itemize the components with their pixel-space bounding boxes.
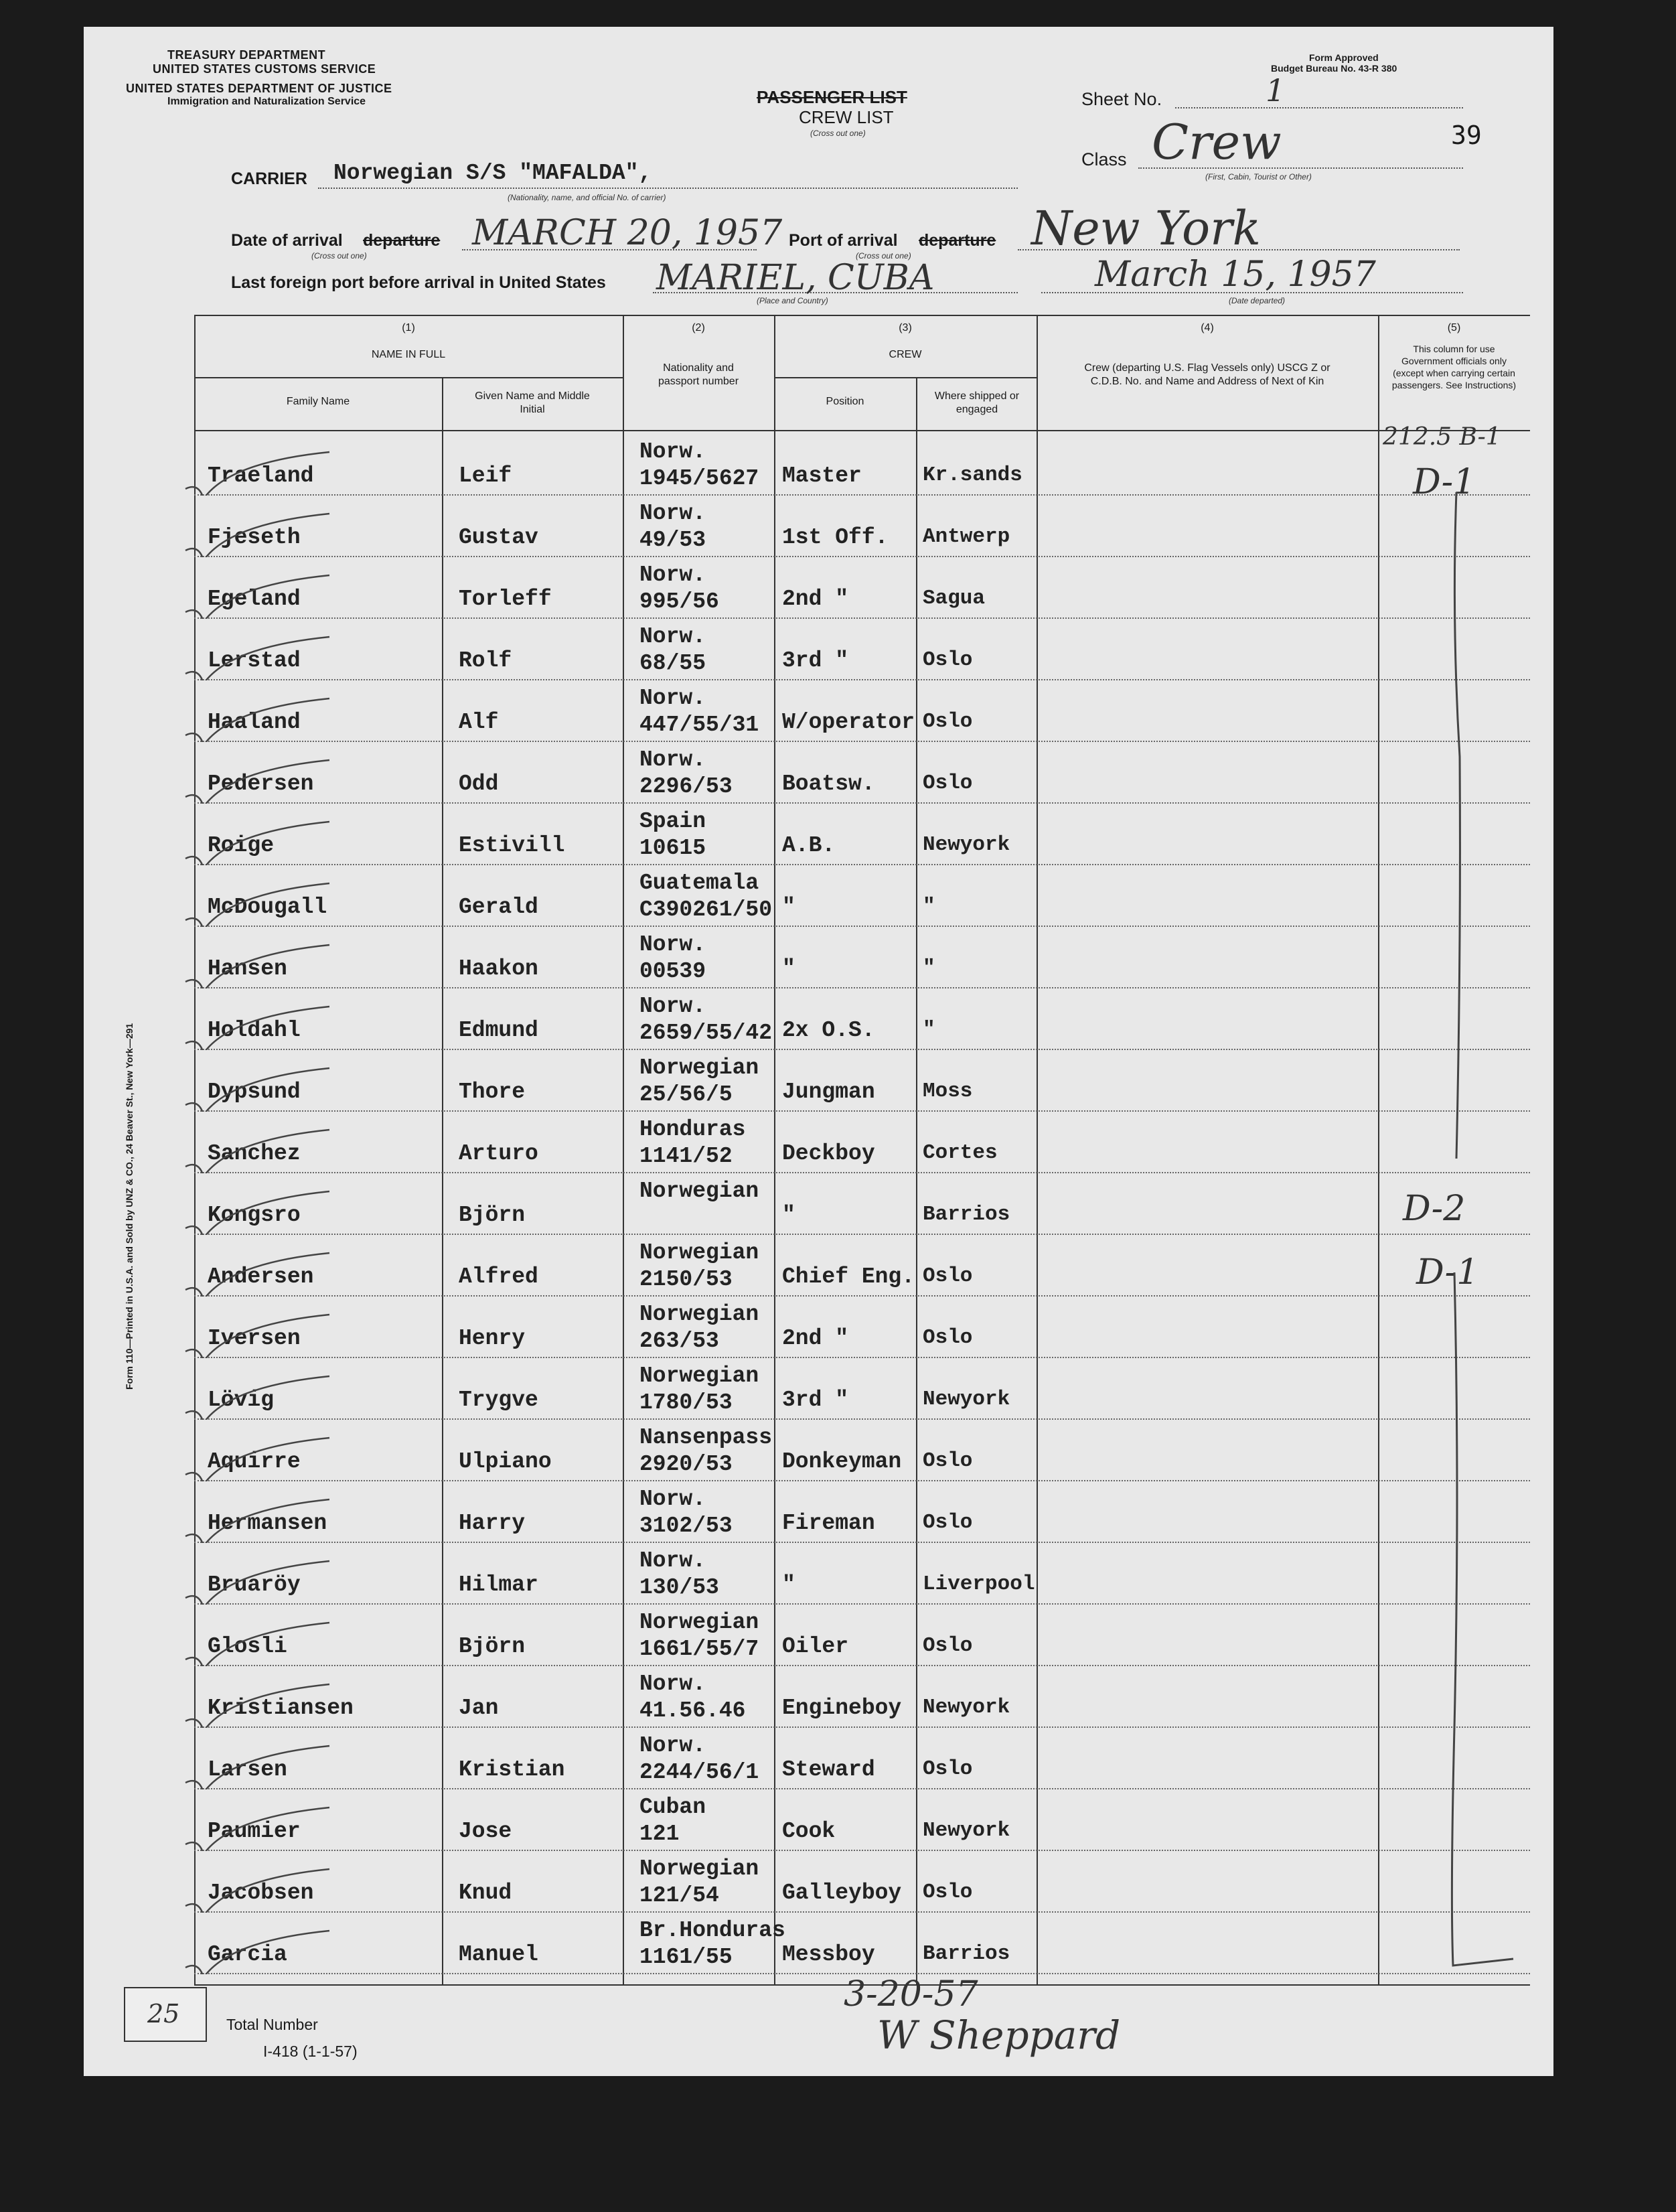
carrier-label: CARRIER	[231, 169, 307, 188]
table-row	[194, 1418, 1530, 1420]
given-name: Kristian	[459, 1757, 565, 1782]
where-shipped: Oslo	[923, 648, 973, 672]
col-given-name: Given Name and Middle Initial	[475, 390, 590, 415]
officer-signature: W Sheppard	[877, 2012, 1121, 2058]
given-name: Alf	[459, 710, 499, 735]
where-shipped: Liverpool	[923, 1572, 1035, 1596]
crew-position: Fireman	[782, 1511, 875, 1536]
passport-number: 10615	[639, 836, 706, 861]
agency-line-2: UNITED STATES CUSTOMS SERVICE	[153, 62, 376, 76]
crew-position: "	[782, 1572, 795, 1597]
where-shipped: Newyork	[923, 1388, 1010, 1411]
family-name: Bruaröy	[208, 1572, 301, 1597]
crew-position: 3rd "	[782, 648, 849, 673]
total-number-label: Total Number	[226, 2016, 318, 2033]
table-row	[194, 1788, 1530, 1789]
where-shipped: Oslo	[923, 771, 973, 795]
nationality: Norwegian	[639, 1179, 759, 1203]
given-name: Trygve	[459, 1388, 538, 1412]
passport-number: 1945/5627	[639, 466, 759, 491]
table-row	[194, 1357, 1530, 1358]
table-row	[194, 926, 1530, 927]
port-arrival-label: Port of arrival	[789, 231, 898, 250]
col3-number: (3)	[899, 322, 912, 334]
where-shipped: Newyork	[923, 1696, 1010, 1719]
arrival-departure-struck: departure	[363, 231, 441, 250]
check-mark-icon	[175, 1743, 343, 1789]
family-name: Sanchez	[208, 1141, 301, 1166]
nationality: Norw.	[639, 1672, 706, 1696]
crew-position: 2x O.S.	[782, 1018, 875, 1043]
agency-line-1: TREASURY DEPARTMENT	[167, 48, 326, 62]
given-name: Thore	[459, 1080, 526, 1104]
col1-title: NAME IN FULL	[371, 349, 446, 360]
where-shipped: Newyork	[923, 833, 1010, 857]
passport-number: 121	[639, 1822, 680, 1846]
carrier-value: Norwegian S/S "MAFALDA",	[333, 161, 652, 186]
agency-line-4: Immigration and Naturalization Service	[167, 96, 366, 107]
nationality: Norw.	[639, 1487, 706, 1511]
col1-number: (1)	[402, 322, 415, 334]
nationality: Norw.	[639, 994, 706, 1019]
family-name: Garcia	[208, 1942, 287, 1967]
given-name: Edmund	[459, 1018, 538, 1043]
crew-position: "	[782, 895, 795, 919]
where-shipped: Barrios	[923, 1942, 1010, 1966]
check-mark-icon	[175, 572, 343, 619]
where-shipped: Oslo	[923, 1264, 973, 1288]
col-position: Position	[826, 396, 864, 407]
family-name: Lövig	[208, 1388, 275, 1412]
last-port-value: MARIEL, CUBA	[656, 258, 935, 298]
check-mark-icon	[175, 695, 343, 742]
passenger-list-struck: PASSENGER LIST	[757, 87, 907, 107]
given-name: Haakon	[459, 956, 538, 981]
crew-position: 3rd "	[782, 1388, 849, 1412]
family-name: Holdahl	[208, 1018, 301, 1043]
table-row	[194, 1911, 1530, 1913]
nationality: Norwegian	[639, 1610, 759, 1635]
passport-number: 3102/53	[639, 1514, 733, 1538]
family-name: Paumier	[208, 1819, 301, 1844]
check-mark-icon	[175, 1065, 343, 1112]
given-name: Gustav	[459, 525, 538, 550]
last-port-note: (Place and Country)	[757, 296, 828, 305]
margin-bracket-lines	[1373, 489, 1533, 1989]
col2-title: Nationality and passport number	[658, 362, 739, 387]
nationality: Norwegian	[639, 1302, 759, 1327]
form-code: I-418 (1-1-57)	[263, 2043, 358, 2060]
departure-date-value: March 15, 1957	[1095, 254, 1376, 295]
table-row	[194, 494, 1530, 496]
family-name: Jacobsen	[208, 1881, 314, 1905]
given-name: Torleff	[459, 587, 552, 611]
passport-number: 995/56	[639, 589, 719, 614]
table-row	[194, 1726, 1530, 1728]
last-port-label: Last foreign port before arrival in United States	[231, 273, 606, 292]
nationality: Norw.	[639, 747, 706, 772]
given-name: Jan	[459, 1696, 499, 1720]
nationality: Cuban	[639, 1795, 706, 1820]
arrival-note: (Cross out one)	[311, 251, 367, 261]
passport-number: 1780/53	[639, 1390, 733, 1415]
crew-position: 1st Off.	[782, 525, 889, 550]
table-row	[194, 864, 1530, 865]
family-name: Iversen	[208, 1326, 301, 1351]
nationality: Norw.	[639, 1548, 706, 1573]
given-name: Jose	[459, 1819, 512, 1844]
family-name: Pedersen	[208, 771, 314, 796]
crew-position: W/operator	[782, 710, 915, 735]
nationality: Norw.	[639, 1733, 706, 1758]
where-shipped: Oslo	[923, 1449, 973, 1473]
crew-position: A.B.	[782, 833, 836, 858]
given-name: Odd	[459, 771, 499, 796]
nationality: Norwegian	[639, 1363, 759, 1388]
crew-position: Cook	[782, 1819, 836, 1844]
nationality: Norw.	[639, 501, 706, 526]
given-name: Ulpiano	[459, 1449, 552, 1474]
check-mark-icon	[175, 1496, 343, 1543]
where-shipped: "	[923, 956, 935, 980]
table-row	[194, 1049, 1530, 1050]
crew-position: Deckboy	[782, 1141, 875, 1166]
check-mark-icon	[175, 1619, 343, 1666]
passport-number: 1661/55/7	[639, 1637, 759, 1662]
given-name: Estivill	[459, 833, 565, 858]
nationality: Br.Honduras	[639, 1918, 785, 1943]
class-value: Crew	[1152, 114, 1282, 170]
margin-note-d1: D-1	[1413, 462, 1476, 502]
table-row	[194, 1603, 1530, 1605]
crew-position: Donkeyman	[782, 1449, 902, 1474]
nationality: Norw.	[639, 624, 706, 649]
family-name: Aquirre	[208, 1449, 301, 1474]
total-number-value: 25	[147, 1999, 180, 2029]
check-mark-icon	[175, 449, 343, 496]
given-name: Björn	[459, 1203, 526, 1228]
given-name: Gerald	[459, 895, 538, 919]
check-mark-icon	[175, 757, 343, 804]
table-row	[194, 1665, 1530, 1666]
nationality: Norwegian	[639, 1240, 759, 1265]
where-shipped: Newyork	[923, 1819, 1010, 1842]
family-name: Egeland	[208, 587, 301, 611]
check-mark-icon	[175, 1003, 343, 1050]
table-row	[194, 679, 1530, 680]
passport-number: 49/53	[639, 528, 706, 552]
nationality: Norw.	[639, 439, 706, 464]
family-name: McDougall	[208, 895, 327, 919]
where-shipped: "	[923, 1018, 935, 1041]
class-label: Class	[1081, 149, 1127, 169]
nationality: Norw.	[639, 932, 706, 957]
family-name: Fjeseth	[208, 525, 301, 550]
family-name: Kristiansen	[208, 1696, 354, 1720]
arrival-label: Date of arrival	[231, 231, 343, 250]
nationality: Norwegian	[639, 1856, 759, 1881]
passport-number: 68/55	[639, 651, 706, 676]
where-shipped: Oslo	[923, 710, 973, 733]
crew-position: Steward	[782, 1757, 875, 1782]
family-name: Roige	[208, 833, 275, 858]
col-family-name: Family Name	[286, 396, 350, 407]
table-row	[194, 1850, 1530, 1851]
passport-number: 00539	[639, 959, 706, 984]
table-row	[194, 1172, 1530, 1173]
crew-position: Master	[782, 463, 862, 488]
check-mark-icon	[175, 1558, 343, 1605]
passport-number: 2296/53	[639, 774, 733, 799]
passport-number: 2244/56/1	[639, 1760, 759, 1785]
where-shipped: Barrios	[923, 1203, 1010, 1226]
where-shipped: Oslo	[923, 1511, 973, 1534]
check-mark-icon	[175, 942, 343, 988]
where-shipped: Moss	[923, 1080, 973, 1103]
crew-position: "	[782, 1203, 795, 1228]
check-mark-icon	[175, 1188, 343, 1235]
agency-line-3: UNITED STATES DEPARTMENT OF JUSTICE	[126, 82, 392, 95]
where-shipped: Oslo	[923, 1757, 973, 1781]
col4-number: (4)	[1201, 322, 1214, 334]
check-mark-icon	[175, 634, 343, 680]
nationality: Guatemala	[639, 871, 759, 895]
family-name: Larsen	[208, 1757, 287, 1782]
col2-number: (2)	[692, 322, 705, 334]
passport-number: 121/54	[639, 1883, 719, 1908]
where-shipped: Oslo	[923, 1634, 973, 1657]
given-name: Alfred	[459, 1264, 538, 1289]
passport-number: 130/53	[639, 1575, 719, 1600]
sheet-no-value: 1	[1266, 72, 1286, 108]
where-shipped: Oslo	[923, 1881, 973, 1904]
crew-position: 2nd "	[782, 1326, 849, 1351]
check-mark-icon	[175, 880, 343, 927]
check-mark-icon	[175, 1434, 343, 1481]
crew-position: Chief Eng.	[782, 1264, 915, 1289]
passport-number: 2150/53	[639, 1267, 733, 1292]
signature-date: 3-20-57	[844, 1974, 978, 2014]
carrier-note: (Nationality, name, and official No. of carrier)	[508, 193, 666, 202]
passport-number: 447/55/31	[639, 713, 759, 737]
given-name: Knud	[459, 1881, 512, 1905]
check-mark-icon	[175, 1804, 343, 1851]
where-shipped: Cortes	[923, 1141, 998, 1165]
port-arrival-value: New York	[1031, 201, 1261, 256]
check-mark-icon	[175, 1126, 343, 1173]
family-name: Hansen	[208, 956, 287, 981]
family-name: Kongsro	[208, 1203, 301, 1228]
table-row	[194, 741, 1530, 742]
sheet-no-label: Sheet No.	[1081, 89, 1162, 109]
family-name: Andersen	[208, 1264, 314, 1289]
table-row	[194, 987, 1530, 988]
family-name: Lerstad	[208, 648, 301, 673]
nationality: Nansenpass	[639, 1425, 773, 1450]
margin-note-top: 212.5 B-1	[1383, 423, 1501, 451]
col5-title: This column for use Government officials only (except when carrying certain passengers. See Instructions)	[1391, 344, 1517, 390]
margin-note-d3: D-1	[1416, 1252, 1479, 1293]
check-mark-icon	[175, 818, 343, 865]
passport-number: 2659/55/42	[639, 1021, 773, 1045]
nationality: Norwegian	[639, 1055, 759, 1080]
passport-number: 1141/52	[639, 1144, 733, 1169]
form-approved: Form Approved	[1309, 52, 1379, 63]
crew-position: "	[782, 956, 795, 981]
arrival-date-value: MARCH 20, 1957	[472, 213, 783, 253]
where-shipped: Kr.sands	[923, 463, 1022, 487]
check-mark-icon	[175, 1250, 343, 1297]
crew-position: Galleyboy	[782, 1881, 902, 1905]
col4-title: Crew (departing U.S. Flag Vessels only) USCG Z or C.D.B. No. and Name and Address of Next of Kin	[1084, 362, 1330, 387]
crew-position: Engineboy	[782, 1696, 902, 1720]
col3-title: CREW	[889, 349, 922, 360]
check-mark-icon	[175, 1866, 343, 1913]
check-mark-icon	[175, 510, 343, 557]
passport-number: C390261/50	[639, 897, 773, 922]
given-name: Leif	[459, 463, 512, 488]
departure-date-note: (Date departed)	[1229, 296, 1286, 305]
crew-position: Jungman	[782, 1080, 875, 1104]
table-row	[194, 1480, 1530, 1481]
table-row	[194, 617, 1530, 619]
passport-number: 2920/53	[639, 1452, 733, 1477]
page-number: 39	[1451, 121, 1482, 150]
given-name: Harry	[459, 1511, 526, 1536]
passport-number: 25/56/5	[639, 1082, 733, 1107]
check-mark-icon	[175, 1681, 343, 1728]
given-name: Rolf	[459, 648, 512, 673]
table-row	[194, 1110, 1530, 1112]
passport-number: 41.56.46	[639, 1698, 746, 1723]
check-mark-icon	[175, 1927, 343, 1974]
given-name: Henry	[459, 1326, 526, 1351]
table-row	[194, 1542, 1530, 1543]
family-name: Traeland	[208, 463, 314, 488]
family-name: Dypsund	[208, 1080, 301, 1104]
where-shipped: "	[923, 895, 935, 918]
given-name: Manuel	[459, 1942, 538, 1967]
nationality: Spain	[639, 809, 706, 834]
col-where-shipped: Where shipped or engaged	[934, 390, 1020, 415]
where-shipped: Antwerp	[923, 525, 1010, 548]
where-shipped: Oslo	[923, 1326, 973, 1349]
printer-side-note: Form 110—Printed in U.S.A. and Sold by UNZ & CO., 24 Beaver St., New York—291	[124, 1023, 135, 1390]
nationality: Honduras	[639, 1117, 746, 1142]
given-name: Arturo	[459, 1141, 538, 1166]
nationality: Norw.	[639, 686, 706, 711]
port-note: (Cross out one)	[856, 251, 911, 261]
nationality: Norw.	[639, 563, 706, 587]
crew-position: Messboy	[782, 1942, 875, 1967]
table-row	[194, 556, 1530, 557]
passport-number: 1161/55	[639, 1945, 733, 1970]
where-shipped: Sagua	[923, 587, 986, 610]
list-title-note: (Cross out one)	[810, 129, 866, 138]
col5-number: (5)	[1447, 322, 1461, 334]
crew-position: Oiler	[782, 1634, 849, 1659]
table-row	[194, 1234, 1530, 1235]
given-name: Hilmar	[459, 1572, 538, 1597]
check-mark-icon	[175, 1373, 343, 1420]
crew-position: Boatsw.	[782, 771, 875, 796]
port-departure-struck: departure	[919, 231, 996, 250]
crew-list-title: CREW LIST	[799, 107, 894, 127]
crew-position: 2nd "	[782, 587, 849, 611]
family-name: Glosli	[208, 1634, 287, 1659]
check-mark-icon	[175, 1311, 343, 1358]
margin-note-d2: D-2	[1403, 1189, 1466, 1229]
passport-number: 263/53	[639, 1329, 719, 1353]
table-row	[194, 802, 1530, 804]
table-row	[194, 1295, 1530, 1297]
class-note: (First, Cabin, Tourist or Other)	[1205, 172, 1312, 181]
family-name: Hermansen	[208, 1511, 327, 1536]
given-name: Björn	[459, 1634, 526, 1659]
family-name: Haaland	[208, 710, 301, 735]
budget-bureau-number: Budget Bureau No. 43-R 380	[1271, 63, 1397, 74]
